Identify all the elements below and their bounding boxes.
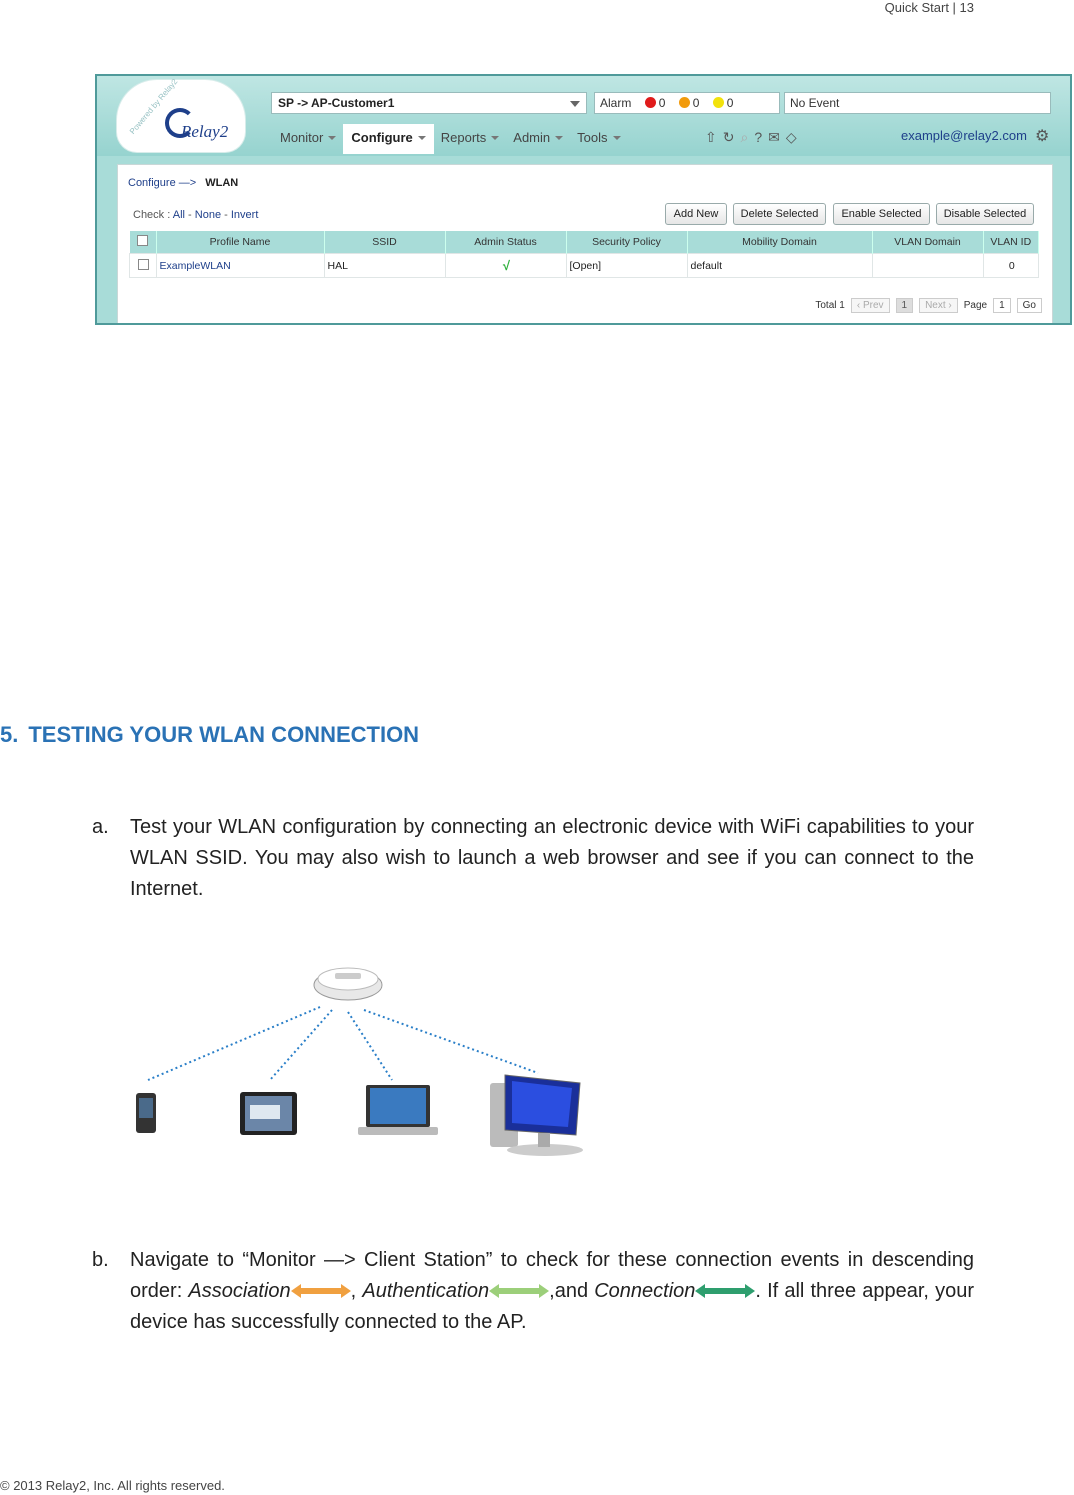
row-select-cell[interactable] [130,254,157,278]
refresh-icon[interactable]: ↻ [722,129,741,145]
powered-by-text: Powered by Relay2 [127,77,180,136]
wlan-table [129,231,1039,278]
orange-alarm-icon [679,97,690,108]
search-icon[interactable]: ⌕ [740,129,755,145]
table-row[interactable] [130,254,1039,278]
alarm-box[interactable] [594,92,780,114]
add-new-button[interactable]: Add New [665,203,727,225]
section-title: TESTING YOUR WLAN CONNECTION [28,722,420,747]
check-separator-2: - [224,209,228,221]
main-menu [273,124,628,154]
menu-reports-label: Reports [440,130,487,145]
desktop-monitor-icon [490,1075,583,1156]
check-none-link[interactable]: None [194,209,222,221]
total-count: Total 1 [815,300,845,311]
laptop-icon [358,1085,438,1135]
select-all-checkbox[interactable] [137,235,148,246]
menu-monitor[interactable] [273,124,343,154]
page-footer: © 2013 Relay2, Inc. All rights reserved. [0,1478,225,1493]
step-b-end: . [755,1280,761,1302]
logo-text: Relay2 [181,122,229,141]
current-page: 1 [896,298,914,313]
col-mobility-domain[interactable]: Mobility Domain [687,231,872,254]
cell-vlan-domain [872,254,983,278]
cell-ssid: HAL [324,254,445,278]
network-diagram [120,955,600,1165]
disable-selected-button[interactable]: Disable Selected [936,203,1034,225]
prev-button[interactable]: ‹ Prev [851,298,890,313]
event-box[interactable]: No Event [784,92,1051,114]
red-alarm-count: 0 [658,96,666,110]
next-label: Next [925,300,946,311]
tablet-icon [240,1092,297,1135]
check-separator-1: - [188,209,192,221]
section-heading [0,722,419,748]
select-all-header[interactable] [130,231,157,254]
step-b-label: b. [92,1249,109,1271]
connection-term: Connection [594,1280,696,1302]
enabled-check-icon: √ [502,258,511,273]
help-icon[interactable]: ? [754,129,769,145]
step-b-text [130,1245,974,1338]
menu-configure[interactable] [343,124,433,154]
col-profile-name[interactable]: Profile Name [156,231,324,254]
col-admin-status[interactable]: Admin Status [445,231,566,254]
check-invert-link[interactable]: Invert [230,209,259,221]
prev-label: Prev [862,300,884,311]
yellow-alarm-icon [713,97,724,108]
cell-profile-name[interactable]: ExampleWLAN [156,254,324,278]
menu-tools-label: Tools [577,130,608,145]
next-button[interactable]: Next › [919,298,958,313]
step-b-sep2: ,and [549,1280,595,1302]
mail-icon[interactable]: ✉ [768,129,786,145]
chevron-down-icon [613,136,621,140]
orange-alarm-count: 0 [692,96,700,110]
page-header: Quick Start | 13 [884,0,974,15]
section-number: 5. [0,722,19,747]
chevron-down-icon [555,136,563,140]
connection-arrow-icon [695,1284,755,1298]
go-button[interactable]: Go [1017,298,1042,313]
delete-selected-button[interactable]: Delete Selected [733,203,826,225]
menu-monitor-label: Monitor [280,130,324,145]
access-point-icon [314,968,382,1000]
cell-vlan-id: 0 [983,254,1039,278]
col-security-policy[interactable]: Security Policy [566,231,687,254]
menu-tools[interactable] [570,124,627,154]
alarm-label: Alarm [600,96,632,110]
breadcrumb-arrow: —> [178,177,197,189]
pagination [815,298,1042,313]
toolbar-icons [705,129,803,146]
step-b-tail: If all three appear, your device has successfully connected to the AP. [130,1280,974,1333]
chevron-down-icon [570,101,580,107]
enable-selected-button[interactable]: Enable Selected [833,203,930,225]
step-a-text: Test your WLAN configuration by connecting an electronic device with WiFi capabilities to your WLAN SSID. You may also wish to launch a web browser and see if you can connect to the Internet. [130,816,974,900]
col-ssid[interactable]: SSID [324,231,445,254]
breadcrumb-configure[interactable]: Configure [128,177,176,189]
smartphone-icon [136,1093,156,1133]
context-select-value: SP -> AP-Customer1 [278,96,395,110]
cell-security-policy: [Open] [566,254,687,278]
upload-icon[interactable]: ⇧ [705,129,723,145]
chevron-down-icon [491,136,499,140]
breadcrumb [128,177,238,189]
cell-mobility-domain: default [687,254,872,278]
check-label: Check : [133,209,171,221]
top-bar [97,76,1070,156]
step-a-label: a. [92,816,109,838]
chevron-down-icon [418,136,426,140]
step-b-sep1: , [350,1280,363,1302]
wlan-panel [117,164,1053,325]
user-account[interactable]: example@relay2.com [901,128,1027,143]
association-arrow-icon [291,1284,351,1298]
authentication-arrow-icon [489,1284,549,1298]
page-label: Page [963,300,988,311]
table-header-row [130,231,1039,254]
col-vlan-id[interactable]: VLAN ID [983,231,1039,254]
authentication-term: Authentication [362,1280,490,1302]
yellow-alarm-count: 0 [726,96,734,110]
device-icon[interactable]: ◇ [785,129,803,145]
breadcrumb-current: WLAN [205,177,239,189]
gear-icon[interactable]: ⚙ [1035,128,1050,145]
chevron-down-icon [328,136,336,140]
wlan-config-screenshot [95,74,1072,325]
red-alarm-icon [645,97,656,108]
association-term: Association [188,1280,291,1302]
step-b [92,1245,974,1338]
menu-admin-label: Admin [513,130,551,145]
check-selector [133,209,258,221]
row-checkbox[interactable] [138,259,149,270]
relay2-logo [117,77,245,152]
check-all-link[interactable]: All [172,209,185,221]
step-a [92,812,974,905]
context-select[interactable] [271,92,587,114]
menu-configure-label: Configure [351,130,413,145]
cell-admin-status [445,254,566,278]
menu-reports[interactable] [434,124,507,154]
menu-admin[interactable] [506,124,570,154]
wireless-links [148,1007,538,1080]
step-b-lead: Navigate to “Monitor —> Client Station” to check for these connection events in descending order: [130,1249,974,1302]
page-input[interactable]: 1 [993,298,1011,313]
col-vlan-domain[interactable]: VLAN Domain [872,231,983,254]
